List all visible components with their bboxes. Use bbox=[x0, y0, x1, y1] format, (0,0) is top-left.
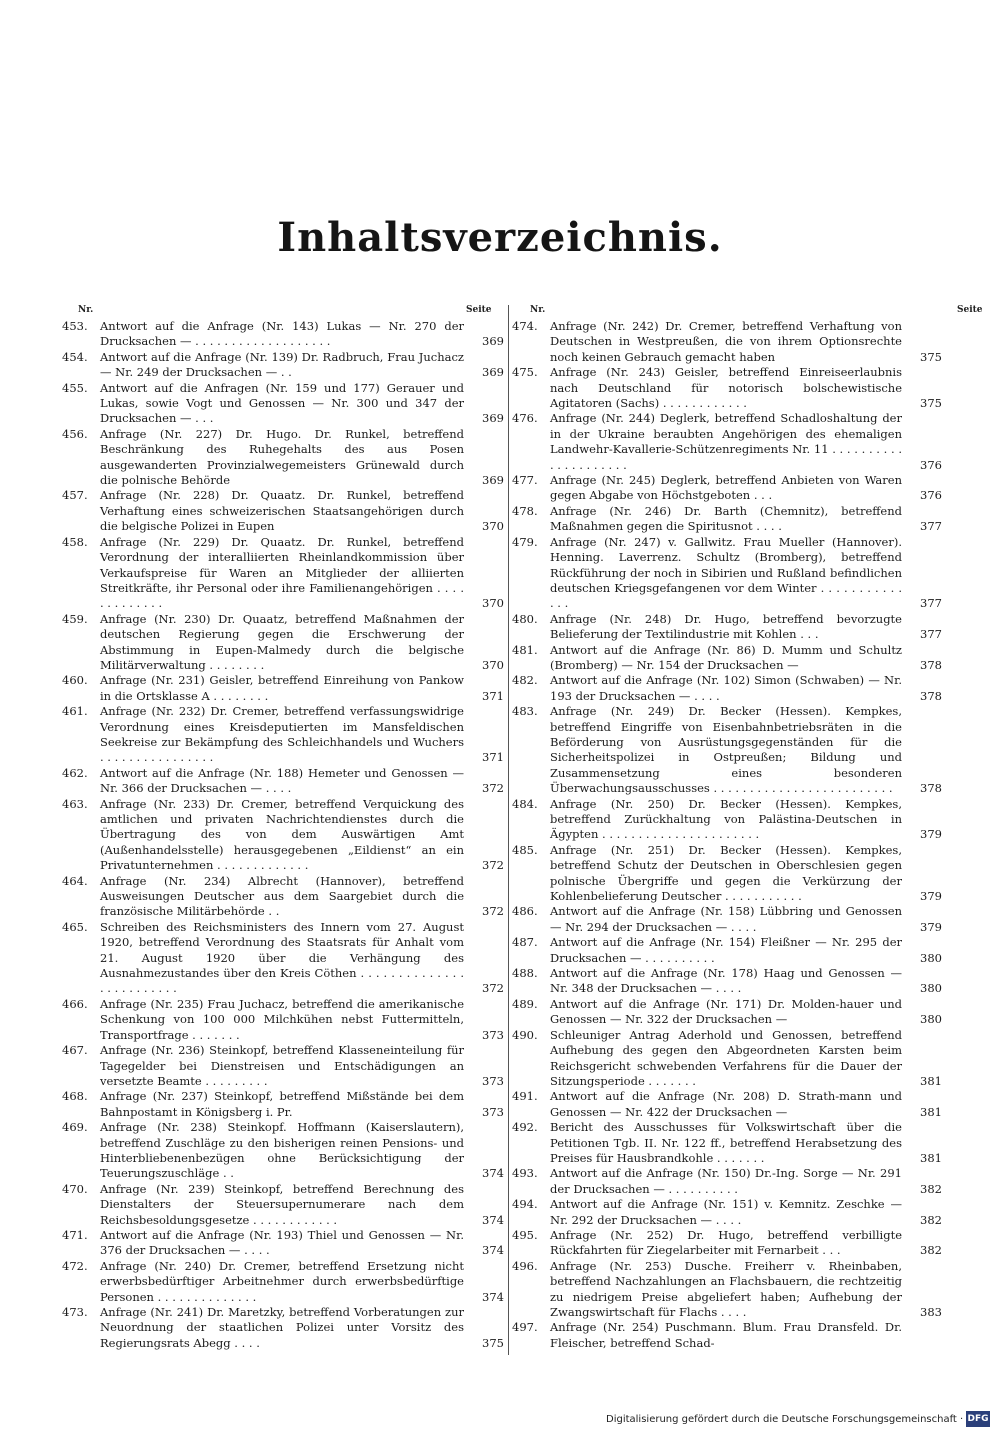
entry-number: 474. bbox=[512, 319, 538, 333]
entry-text: Anfrage (Nr. 237) Steinkopf, betreffend Mißstände bei dem Bahnpostamt in Königsberg i. Pr. bbox=[100, 1089, 464, 1119]
entry-page: 372 bbox=[482, 858, 504, 873]
toc-entry bbox=[512, 935, 942, 966]
entry-text: Anfrage (Nr. 234) Albrecht (Hannover), betreffend Ausweisungen Deutscher aus dem Saargebiet durch die französische Militärbehörde . . bbox=[100, 873, 464, 919]
toc-entry bbox=[512, 319, 942, 365]
entry-text: Bericht des Ausschusses für Volkswirtschaft über die Petitionen Tgb. II. Nr. 122 ff., betreffend Herabsetzung des Preises für Hausbrandkohle . . . . . . . bbox=[550, 1120, 902, 1165]
entry-number: 453. bbox=[62, 319, 88, 333]
toc-entry bbox=[512, 535, 942, 612]
entry-number: 478. bbox=[512, 503, 538, 518]
entry-number: 475. bbox=[512, 365, 538, 380]
entry-text: Antwort auf die Anfrage (Nr. 188) Hemeter und Genossen — Nr. 366 der Drucksachen — . . . . bbox=[100, 765, 464, 796]
toc-entry bbox=[512, 673, 942, 704]
toc-entry bbox=[512, 1028, 942, 1090]
column-header-seite-right: Seite bbox=[957, 305, 983, 315]
entry-page: 373 bbox=[482, 1104, 504, 1119]
entry-text: Anfrage (Nr. 235) Frau Juchacz, betreffend die amerikanische Schenkung von 100 000 Milchkühen nebst Futtermitteln, Transportfrage . . . . . . . bbox=[100, 996, 464, 1042]
toc-entry bbox=[512, 473, 942, 504]
toc-entry bbox=[62, 381, 504, 427]
toc-entry bbox=[62, 673, 504, 704]
column-divider bbox=[508, 305, 509, 1355]
toc-entry bbox=[62, 766, 504, 797]
entry-page: 372 bbox=[482, 781, 504, 796]
entry-number: 461. bbox=[62, 704, 88, 719]
entry-text: Anfrage (Nr. 238) Steinkopf. Hoffmann (Kaiserslautern), betreffend Zuschläge zu den bisherigen reinen Pensions- und Hinterbliebenenbezügen ohne Berücksichtigung der Teuerungszuschläge . . bbox=[100, 1120, 464, 1181]
entry-text: Anfrage (Nr. 230) Dr. Quaatz, betreffend Maßnahmen der deutschen Regierung gegen die Erschwerung der Abstimmung in Eupen-Malmedy durch die belgische Militärverwaltung . . . . . . . . bbox=[100, 611, 464, 672]
toc-entry bbox=[512, 966, 942, 997]
entry-page: 371 bbox=[482, 688, 504, 703]
entry-text: Antwort auf die Anfrage (Nr. 208) D. Strath-mann und Genossen — Nr. 422 der Drucksachen — bbox=[550, 1089, 902, 1119]
entry-number: 491. bbox=[512, 1089, 538, 1104]
entry-page: 381 bbox=[920, 1150, 942, 1165]
entry-text: Antwort auf die Anfrage (Nr. 143) Lukas — Nr. 270 der Drucksachen — . . . . . . . . . . . . . . . . . . . bbox=[100, 319, 464, 349]
column-header-nr-right: Nr. bbox=[530, 305, 546, 315]
entry-number: 481. bbox=[512, 642, 538, 657]
dfg-logo: DFG bbox=[966, 1411, 990, 1427]
entry-text: Anfrage (Nr. 246) Dr. Barth (Chemnitz), betreffend Maßnahmen gegen die Spiritusnot . . . . bbox=[550, 503, 902, 534]
toc-entry bbox=[512, 1259, 942, 1321]
entry-page: 374 bbox=[482, 1166, 504, 1181]
entry-page: 369 bbox=[482, 334, 504, 349]
entry-text: Anfrage (Nr. 254) Puschmann. Blum. Frau Dransfeld. Dr. Fleischer, betreffend Schad- bbox=[550, 1320, 902, 1350]
entry-page: 382 bbox=[920, 1243, 942, 1258]
entry-text: Anfrage (Nr. 247) v. Gallwitz. Frau Mueller (Hannover). Henning. Laverrenz. Schultz (Bromberg), betreffend Rückführung der noch in Sibirien und Rußland befindlichen deutschen Kriegsgefangenen vor dem Winter . . . . . . . . . . . . . . bbox=[550, 534, 902, 611]
entry-page: 381 bbox=[920, 1073, 942, 1088]
toc-entry bbox=[62, 319, 504, 350]
entry-page: 373 bbox=[482, 1027, 504, 1042]
toc-entry bbox=[62, 874, 504, 920]
entry-text: Schleuniger Antrag Aderhold und Genossen, betreffend Aufhebung des gegen den Abgeordneten Karsten beim Reichsgericht schwebenden Verfahrens für die Dauer der Sitzungsperiode . . . . . . . bbox=[550, 1027, 902, 1088]
entry-text: Antwort auf die Anfrage (Nr. 151) v. Kemnitz. Zeschke — Nr. 292 der Drucksachen — . . . . bbox=[550, 1197, 902, 1227]
entry-text: Anfrage (Nr. 242) Dr. Cremer, betreffend Verhaftung von Deutschen in Westpreußen, die von ihrem Optionsrechte noch keinen Gebrauch gemacht haben bbox=[550, 319, 902, 364]
entry-number: 457. bbox=[62, 488, 88, 503]
entry-text: Antwort auf die Anfrage (Nr. 150) Dr.-Ing. Sorge — Nr. 291 der Drucksachen — . . . . . . . . . . bbox=[550, 1166, 902, 1196]
entry-number: 495. bbox=[512, 1227, 538, 1242]
entry-text: Anfrage (Nr. 227) Dr. Hugo. Dr. Runkel, betreffend Beschränkung des Ruhegehalts des aus Posen ausgewanderten Provinzialwegemeisters Grünewald durch die polnische Behörde bbox=[100, 426, 464, 488]
entry-number: 471. bbox=[62, 1227, 88, 1242]
entry-text: Anfrage (Nr. 244) Deglerk, betreffend Schadloshaltung der in der Ukraine beraubten Angehörigen des ehemaligen Landwehr-Kavallerie-Schützenregiments Nr. 11 . . . . . . . . . . . . . . . . . . . . . bbox=[550, 411, 902, 472]
entry-page: 370 bbox=[482, 596, 504, 611]
entry-text: Anfrage (Nr. 253) Dusche. Freiherr v. Rheinbaben, betreffend Nachzahlungen an Flachsbauern, die rechtzeitig zu niedrigem Preise abgeliefert haben; Aufhebung der Zwangswirtschaft für Flachs . . . . bbox=[550, 1258, 902, 1319]
entry-number: 493. bbox=[512, 1166, 538, 1181]
toc-entry bbox=[512, 643, 942, 674]
toc-entry bbox=[62, 612, 504, 674]
toc-entry bbox=[512, 1320, 942, 1351]
toc-entry bbox=[62, 350, 504, 381]
entry-page: 376 bbox=[920, 457, 942, 472]
entry-page: 377 bbox=[920, 596, 942, 611]
toc-entry bbox=[62, 1228, 504, 1259]
entry-text: Anfrage (Nr. 251) Dr. Becker (Hessen). Kempkes, betreffend Schutz der Deutschen in Oberschlesien gegen polnische Übergriffe und gegen die Verkürzung der Kohlenbelieferung Deutscher . . . . . . . . . . . bbox=[550, 842, 902, 904]
toc-entry bbox=[62, 704, 504, 766]
entry-text: Anfrage (Nr. 236) Steinkopf, betreffend Klasseneinteilung für Tagegelder bei Dienstreisen und Entschädigungen an versetzte Beamte . . . . . . . . . bbox=[100, 1043, 464, 1088]
entry-page: 375 bbox=[920, 349, 942, 364]
toc-entry bbox=[62, 997, 504, 1043]
entry-page: 372 bbox=[482, 981, 504, 996]
entry-page: 379 bbox=[920, 827, 942, 842]
entry-number: 460. bbox=[62, 673, 88, 688]
entry-text: Antwort auf die Anfrage (Nr. 86) D. Mumm und Schultz (Bromberg) — Nr. 154 der Drucksachen — bbox=[550, 642, 902, 672]
entry-number: 468. bbox=[62, 1089, 88, 1104]
entry-text: Anfrage (Nr. 232) Dr. Cremer, betreffend verfassungswidrige Verordnung eines Kreisdeputierten im Mansfeldischen Seekreise zur Bekämpfung des Schleichhandels und Wuchers . . . . . . . . . . . . . . . . bbox=[100, 704, 464, 765]
entry-page: 379 bbox=[920, 919, 942, 934]
entry-page: 369 bbox=[482, 473, 504, 488]
entry-text: Anfrage (Nr. 228) Dr. Quaatz. Dr. Runkel, betreffend Verhaftung eines schweizerischen Staatsangehörigen durch die belgische Polizei in Eupen bbox=[100, 488, 464, 534]
toc-entry bbox=[512, 704, 942, 796]
toc-entry bbox=[62, 797, 504, 874]
page-title: Inhaltsverzeichnis. bbox=[277, 214, 723, 261]
entry-page: 382 bbox=[920, 1212, 942, 1227]
entry-page: 370 bbox=[482, 519, 504, 534]
entry-page: 375 bbox=[482, 1335, 504, 1350]
right-column bbox=[512, 319, 942, 1351]
entry-page: 381 bbox=[920, 1104, 942, 1119]
column-header-seite-left: Seite bbox=[466, 305, 492, 315]
toc-entry bbox=[512, 997, 942, 1028]
toc-entry bbox=[512, 843, 942, 905]
toc-entry bbox=[512, 612, 942, 643]
left-column bbox=[62, 319, 504, 1351]
column-header-nr-left: Nr. bbox=[78, 305, 94, 315]
toc-entry bbox=[62, 427, 504, 489]
entry-number: 476. bbox=[512, 411, 538, 426]
entry-number: 466. bbox=[62, 996, 88, 1011]
entry-number: 497. bbox=[512, 1320, 538, 1335]
toc-entry bbox=[512, 504, 942, 535]
entry-page: 369 bbox=[482, 411, 504, 426]
entry-text: Anfrage (Nr. 248) Dr. Hugo, betreffend bevorzugte Belieferung der Textilindustrie mit Kohlen . . . bbox=[550, 611, 902, 642]
entry-text: Schreiben des Reichsministers des Innern vom 27. August 1920, betreffend Verordnung des Staatsrats für Anhalt vom 21. August 1920 über die Verhängung des Ausnahmezustandes über den Kreis Cöthen . . . . . . . . . . . . . . . . . . . . . . . . . bbox=[100, 919, 464, 996]
entry-text: Antwort auf die Anfrage (Nr. 171) Dr. Molden-hauer und Genossen — Nr. 322 der Drucksachen — bbox=[550, 996, 902, 1027]
entry-number: 483. bbox=[512, 704, 538, 719]
toc-entry bbox=[62, 1120, 504, 1182]
entry-number: 459. bbox=[62, 611, 88, 626]
entry-text: Anfrage (Nr. 249) Dr. Becker (Hessen). Kempkes, betreffend Eingriffe von Eisenbahnbetriebsräten in die Beförderung von Ausrüstungsgegenständen für die Sicherheitspolizei in Ostpreußen; Bildung und Zusammensetzung eines besonderen Überwachungsausschusses . . . . . . . . . . . . . . . . . . . . . . . . . bbox=[550, 704, 902, 796]
toc-entry bbox=[62, 535, 504, 612]
toc-entry bbox=[512, 1089, 942, 1120]
toc-entry bbox=[512, 904, 942, 935]
entry-number: 486. bbox=[512, 904, 538, 919]
entry-number: 470. bbox=[62, 1181, 88, 1196]
entry-number: 484. bbox=[512, 796, 538, 811]
entry-text: Antwort auf die Anfrage (Nr. 193) Thiel und Genossen — Nr. 376 der Drucksachen — . . . . bbox=[100, 1227, 464, 1258]
entry-number: 496. bbox=[512, 1258, 538, 1273]
entry-text: Antwort auf die Anfrage (Nr. 178) Haag und Genossen — Nr. 348 der Drucksachen — . . . . bbox=[550, 966, 902, 996]
entry-page: 374 bbox=[482, 1212, 504, 1227]
entry-number: 480. bbox=[512, 611, 538, 626]
entry-number: 490. bbox=[512, 1027, 538, 1042]
entry-number: 482. bbox=[512, 673, 538, 688]
entry-page: 374 bbox=[482, 1243, 504, 1258]
entry-page: 377 bbox=[920, 519, 942, 534]
entry-text: Anfrage (Nr. 240) Dr. Cremer, betreffend Ersetzung nicht erwerbsbedürftiger Arbeitnehmer durch erwerbsbedürftige Personen . . . . . . . . . . . . . . bbox=[100, 1258, 464, 1304]
entry-page: 369 bbox=[482, 365, 504, 380]
entry-text: Anfrage (Nr. 252) Dr. Hugo, betreffend verbilligte Rückfahrten für Ziegelarbeiter mit Fernarbeit . . . bbox=[550, 1227, 902, 1258]
entry-page: 383 bbox=[920, 1305, 942, 1319]
entry-text: Anfrage (Nr. 229) Dr. Quaatz. Dr. Runkel, betreffend Verordnung der interalliierten Rheinlandkommission über Verkaufspreise für Waren an Mitglieder der alliierten Streitkräfte, ihr Personal oder ihre Familienangehörigen . . . . . . . . . . . . . bbox=[100, 534, 464, 611]
entry-page: 378 bbox=[920, 688, 942, 703]
entry-number: 477. bbox=[512, 473, 538, 488]
entry-page: 373 bbox=[482, 1073, 504, 1088]
toc-entry bbox=[512, 365, 942, 411]
toc-entry bbox=[62, 1259, 504, 1305]
entry-number: 494. bbox=[512, 1197, 538, 1212]
entry-number: 462. bbox=[62, 765, 88, 780]
toc-entry bbox=[62, 1043, 504, 1089]
footer-note: Digitalisierung gefördert durch die Deutsche Forschungsgemeinschaft · bbox=[606, 1414, 964, 1425]
entry-page: 377 bbox=[920, 627, 942, 642]
entry-page: 378 bbox=[920, 657, 942, 672]
toc-entry bbox=[512, 1228, 942, 1259]
entry-text: Anfrage (Nr. 241) Dr. Maretzky, betreffend Vorberatungen zur Neuordnung der staatlichen Polizei unter Vorsitz des Regierungsrats Abegg . . . . bbox=[100, 1305, 464, 1350]
entry-page: 370 bbox=[482, 657, 504, 672]
entry-number: 492. bbox=[512, 1120, 538, 1135]
entry-number: 479. bbox=[512, 534, 538, 549]
entry-number: 469. bbox=[62, 1120, 88, 1135]
entry-text: Antwort auf die Anfrage (Nr. 102) Simon (Schwaben) — Nr. 193 der Drucksachen — . . . . bbox=[550, 673, 902, 703]
entry-number: 472. bbox=[62, 1258, 88, 1273]
entry-number: 455. bbox=[62, 380, 88, 395]
entry-page: 374 bbox=[482, 1289, 504, 1304]
toc-entry bbox=[512, 411, 942, 473]
entry-page: 380 bbox=[920, 1012, 942, 1027]
toc-entry bbox=[512, 1197, 942, 1228]
entry-number: 487. bbox=[512, 935, 538, 950]
entry-text: Anfrage (Nr. 239) Steinkopf, betreffend Berechnung des Dienstalters der Steuersupernumerare nach dem Reichsbesoldungsgesetze . . . . . . . . . . . . bbox=[100, 1181, 464, 1227]
entry-text: Anfrage (Nr. 245) Deglerk, betreffend Anbieten von Waren gegen Abgabe von Höchstgeboten . . . bbox=[550, 473, 902, 503]
entry-text: Antwort auf die Anfrage (Nr. 154) Fleißner — Nr. 295 der Drucksachen — . . . . . . . . . . bbox=[550, 935, 902, 965]
toc-entry bbox=[512, 1120, 942, 1166]
entry-text: Anfrage (Nr. 233) Dr. Cremer, betreffend Verquickung des amtlichen und privaten Nachrichtendienstes durch die Übertragung des von dem Auswärtigen Amt (Außenhandelsstelle) herausgegebenen „Eildienst“ an ein Privatunternehmen . . . . . . . . . . . . . bbox=[100, 796, 464, 873]
toc-entry bbox=[62, 1089, 504, 1120]
toc-entry bbox=[62, 1182, 504, 1228]
entry-text: Antwort auf die Anfrage (Nr. 158) Lübbring und Genossen — Nr. 294 der Drucksachen — . . . . bbox=[550, 904, 902, 934]
entry-page: 382 bbox=[920, 1181, 942, 1196]
entry-number: 488. bbox=[512, 966, 538, 981]
entry-number: 458. bbox=[62, 534, 88, 549]
toc-entry bbox=[62, 488, 504, 534]
entry-page: 378 bbox=[920, 781, 942, 796]
entry-page: 375 bbox=[920, 396, 942, 411]
toc-entry bbox=[62, 1305, 504, 1351]
entry-text: Anfrage (Nr. 243) Geisler, betreffend Einreiseerlaubnis nach Deutschland für notorisch bolschewistische Agitatoren (Sachs) . . . . . . . . . . . . bbox=[550, 365, 902, 411]
entry-number: 454. bbox=[62, 349, 88, 364]
entry-page: 371 bbox=[482, 750, 504, 765]
entry-page: 372 bbox=[482, 904, 504, 919]
entry-number: 485. bbox=[512, 842, 538, 857]
entry-number: 465. bbox=[62, 919, 88, 934]
entry-page: 379 bbox=[920, 889, 942, 904]
entry-text: Anfrage (Nr. 250) Dr. Becker (Hessen). Kempkes, betreffend Zurückhaltung von Palästina-Deutschen in Ägypten . . . . . . . . . . . . . . . . . . . . . . bbox=[550, 796, 902, 842]
entry-text: Antwort auf die Anfrage (Nr. 139) Dr. Radbruch, Frau Juchacz — Nr. 249 der Drucksachen — . . bbox=[100, 349, 464, 380]
toc-entry bbox=[512, 797, 942, 843]
entry-number: 473. bbox=[62, 1305, 88, 1319]
entry-text: Anfrage (Nr. 231) Geisler, betreffend Einreihung von Pankow in die Ortsklasse A . . . . . . . . bbox=[100, 673, 464, 703]
entry-number: 456. bbox=[62, 426, 88, 441]
entry-number: 467. bbox=[62, 1043, 88, 1058]
entry-text: Antwort auf die Anfragen (Nr. 159 und 177) Gerauer und Lukas, sowie Vogt und Genossen — Nr. 300 und 347 der Drucksachen — . . . bbox=[100, 380, 464, 426]
entry-number: 489. bbox=[512, 996, 538, 1011]
entry-number: 464. bbox=[62, 873, 88, 888]
entry-page: 380 bbox=[920, 950, 942, 965]
entry-page: 376 bbox=[920, 488, 942, 503]
entry-number: 463. bbox=[62, 796, 88, 811]
toc-entry bbox=[62, 920, 504, 997]
entry-page: 380 bbox=[920, 981, 942, 996]
toc-entry bbox=[512, 1166, 942, 1197]
